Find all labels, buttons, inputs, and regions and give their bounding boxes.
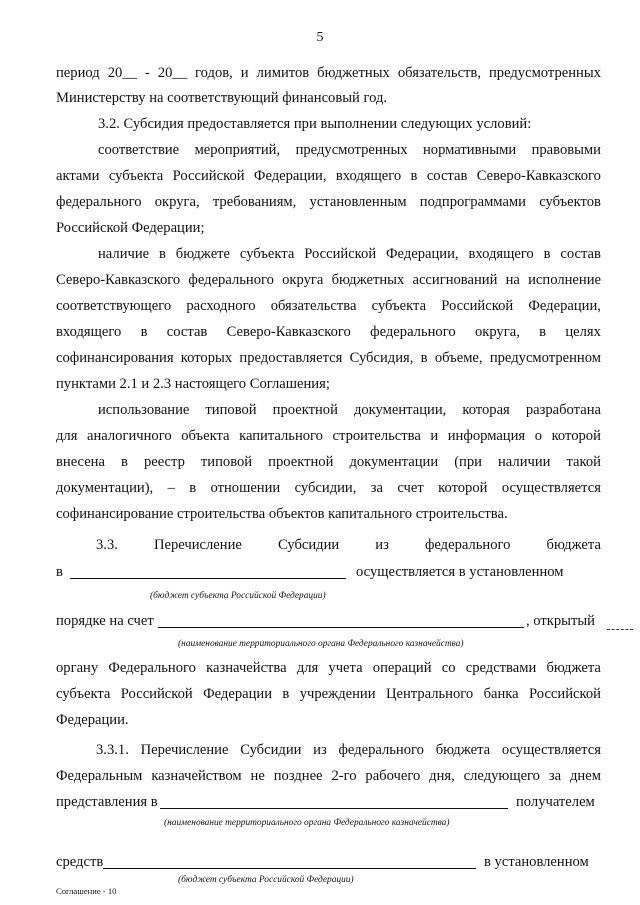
word: Федеральным <box>56 768 143 784</box>
word: Российской <box>172 168 245 184</box>
text-line-12 <box>56 349 601 367</box>
word: Российской <box>441 298 514 314</box>
word: бюджета <box>546 660 601 676</box>
word: Федерации, <box>528 298 601 314</box>
word: правовыми <box>531 142 601 158</box>
word: субъекта <box>371 298 427 314</box>
word: входящего <box>56 324 122 340</box>
word: - <box>144 65 150 81</box>
word: федерального <box>56 194 142 210</box>
word: Федерации <box>203 686 273 702</box>
word: бюджета <box>435 742 491 758</box>
text-line-3: 3.2. Субсидия предоставляется при выполнении следующих условий: <box>98 116 532 132</box>
word: 20__ <box>157 65 187 81</box>
text-line-11 <box>56 323 601 341</box>
word: в <box>539 324 547 340</box>
word: отношении <box>210 480 281 496</box>
word: рабочего <box>365 768 421 784</box>
word: Российской <box>120 686 193 702</box>
word: 20__ <box>107 65 137 81</box>
word: субъекта <box>239 246 295 262</box>
word: Северо-Кавказского <box>226 324 351 340</box>
word: осуществляется <box>501 742 601 758</box>
text-line-27-suffix: получателем <box>516 794 595 810</box>
text-line-21-suffix: , открытый <box>526 613 595 629</box>
word: внесена <box>56 454 105 470</box>
text-line-14 <box>98 401 601 419</box>
word: разработана <box>525 402 601 418</box>
word: бюджете <box>175 246 231 262</box>
word: входящего <box>335 168 402 184</box>
word: подпрограммами <box>419 194 526 210</box>
text-line-2: Министерству на соответствующий финансовый год. <box>56 90 388 106</box>
word: счет <box>397 480 424 496</box>
word: расходного <box>186 298 256 314</box>
word: позднее <box>273 768 323 784</box>
word: субъекта <box>108 168 164 184</box>
word: лимитов <box>256 65 310 81</box>
text-line-27-prefix: представления в <box>56 794 158 810</box>
text-line-28-prefix: средств <box>56 854 104 870</box>
word: исполнение <box>528 272 601 288</box>
word: 3.3. <box>96 537 118 553</box>
text-line-15 <box>56 427 601 445</box>
field-caption: (наименование территориального органа Федерального казначейства) <box>164 818 450 828</box>
word: на <box>505 272 520 288</box>
word: капитального <box>239 428 323 444</box>
word: обязательства <box>270 298 357 314</box>
word: Северо-Кавказского <box>476 168 601 184</box>
word: бюджетных <box>317 65 390 81</box>
word: бюджета <box>546 537 601 553</box>
text-line-9 <box>56 271 601 289</box>
word: бюджетных <box>331 272 405 288</box>
word: казначейства <box>206 660 287 676</box>
word: требованиям, <box>212 194 297 210</box>
word: Федерального <box>108 660 196 676</box>
text-line-13: пунктами 2.1 и 2.3 настоящего Соглашения; <box>56 376 330 392</box>
word: в <box>121 454 128 470</box>
word: реестр <box>143 454 185 470</box>
word: федерального <box>424 537 511 553</box>
word: субъекта <box>56 686 111 702</box>
word: Федерации, <box>253 168 327 184</box>
word: и <box>240 65 249 81</box>
word: из <box>313 742 327 758</box>
word: целях <box>565 324 601 340</box>
word: состав <box>166 324 208 340</box>
word: наличии <box>498 454 551 470</box>
word: округа, <box>474 324 520 340</box>
word: за <box>370 480 383 496</box>
word: в <box>140 324 148 340</box>
word: предоставляется <box>239 350 343 366</box>
word: для <box>296 660 319 676</box>
text-line-21-prefix: порядке на счет <box>56 613 154 629</box>
word: казначейством <box>151 768 242 784</box>
word: соответствующего <box>56 298 172 314</box>
word: мероприятий, <box>194 142 281 158</box>
field-caption: (бюджет субъекта Российской Федерации) <box>150 591 326 601</box>
word: субсидии, <box>294 480 357 496</box>
word: объекта <box>181 428 230 444</box>
word: типовой <box>205 402 257 418</box>
word: в <box>410 168 418 184</box>
word: наличие <box>98 246 150 262</box>
word: состав <box>560 246 601 262</box>
word: учета <box>328 660 363 676</box>
word: – <box>167 480 175 496</box>
word: федерального <box>338 742 424 758</box>
word: проектной <box>272 402 338 418</box>
word: органу <box>56 660 99 676</box>
text-line-19 <box>96 536 601 554</box>
word: Субсидия, <box>349 350 414 366</box>
word: которой <box>438 480 488 496</box>
text-line-5 <box>56 167 601 185</box>
word: предусмотренном <box>489 350 601 366</box>
word: о <box>534 428 543 444</box>
text-line-4 <box>98 141 601 159</box>
word: дня, <box>429 768 455 784</box>
fill-in-blank <box>158 627 524 628</box>
word: строительства <box>332 428 421 444</box>
text-line-20-prefix: в <box>56 564 63 580</box>
word: за <box>548 768 562 784</box>
word: учреждении <box>299 686 376 702</box>
text-line-28-suffix: в установленном <box>484 854 589 870</box>
text-line-25 <box>96 741 601 759</box>
word: обязательств, <box>397 65 481 81</box>
margin-dash <box>607 629 633 630</box>
text-line-24: Федерации. <box>56 712 129 728</box>
field-caption: (наименование территориального органа Федерального казначейства) <box>178 639 464 649</box>
word: округа, <box>154 194 200 210</box>
text-line-22 <box>56 659 601 677</box>
word: информация <box>447 428 526 444</box>
word: в <box>159 246 166 262</box>
text-line-10 <box>56 297 601 315</box>
word: Центрального <box>385 686 474 702</box>
word: Перечисление <box>140 742 229 758</box>
text-line-7: Российской Федерации; <box>56 220 205 236</box>
page-number: 5 <box>316 30 324 45</box>
text-line-16 <box>56 453 601 471</box>
word: использование <box>98 402 190 418</box>
word: актами <box>56 168 100 184</box>
text-line-26 <box>56 767 601 785</box>
word: типовой <box>200 454 253 470</box>
word: состав <box>426 168 468 184</box>
word: нормативными <box>422 142 517 158</box>
word: входящего <box>468 246 534 262</box>
text-line-20-suffix: осуществляется в установленном <box>356 564 564 580</box>
word: установленным <box>309 194 407 210</box>
word: период <box>56 65 100 81</box>
word: проектной <box>268 454 334 470</box>
word: субъектов <box>539 194 601 210</box>
word: предусмотренных <box>295 142 408 158</box>
word: 3.3.1. <box>96 742 129 758</box>
word: такой <box>566 454 601 470</box>
word: которая <box>462 402 510 418</box>
footer-label: Соглашение - 10 <box>56 886 117 896</box>
word: соответствие <box>98 142 180 158</box>
word: и <box>430 428 439 444</box>
word: средствами <box>465 660 537 676</box>
word: не <box>250 768 265 784</box>
word: документации, <box>353 402 447 418</box>
text-line-23 <box>56 685 601 703</box>
word: документации), <box>56 480 154 496</box>
word: Российской <box>529 686 601 702</box>
word: операций <box>372 660 432 676</box>
word: Перечисление <box>153 537 242 553</box>
word: Северо-Кавказского <box>56 272 181 288</box>
word: 2-го <box>331 768 357 784</box>
word: софинансирования <box>56 350 174 366</box>
word: документации <box>349 454 439 470</box>
word: федерального <box>188 272 274 288</box>
word: в <box>543 246 551 262</box>
fill-in-blank <box>160 808 508 809</box>
word: в <box>189 480 197 496</box>
word: которых <box>180 350 233 366</box>
word: из <box>375 537 389 553</box>
word: федерального <box>370 324 456 340</box>
word: со <box>441 660 456 676</box>
word: объеме, <box>434 350 483 366</box>
word: аналогичного <box>86 428 172 444</box>
text-line-6 <box>56 193 601 211</box>
word: следующего <box>463 768 540 784</box>
fill-in-blank <box>103 868 476 869</box>
word: банка <box>483 686 519 702</box>
text-line-8 <box>98 245 601 263</box>
word: годов, <box>195 65 233 81</box>
word: в <box>420 350 428 366</box>
text-line-1 <box>56 64 601 82</box>
field-caption: (бюджет субъекта Российской Федерации) <box>178 875 354 885</box>
word: Федерации, <box>386 246 459 262</box>
word: для <box>56 428 78 444</box>
word: Субсидии <box>277 537 340 553</box>
word: Субсидии <box>240 742 302 758</box>
word: осуществляется <box>501 480 601 496</box>
text-line-17 <box>56 479 601 497</box>
word: предусмотренных <box>488 65 601 81</box>
word: которой <box>551 428 601 444</box>
word: округа <box>282 272 324 288</box>
word: ассигнований <box>412 272 498 288</box>
text-line-18: софинансирование строительства объектов капитального строительства. <box>56 506 508 522</box>
fill-in-blank <box>70 578 346 579</box>
word: в <box>282 686 290 702</box>
word: (при <box>454 454 482 470</box>
word: днем <box>570 768 601 784</box>
word: Российской <box>304 246 377 262</box>
